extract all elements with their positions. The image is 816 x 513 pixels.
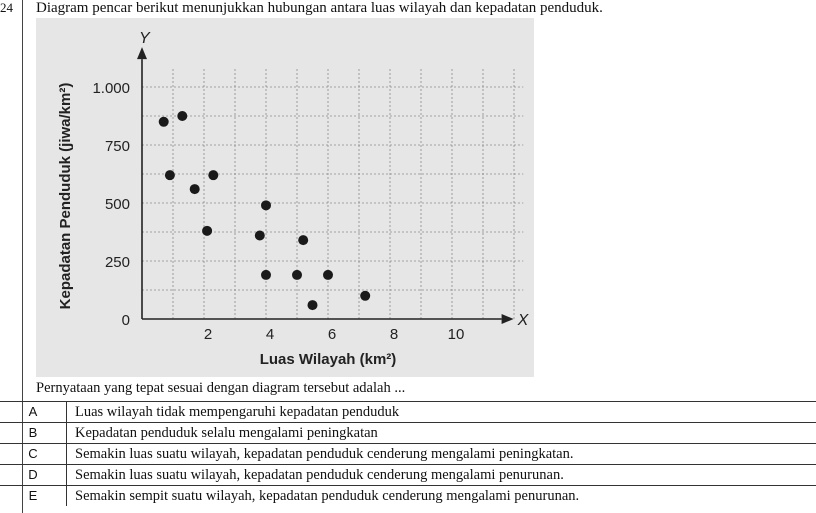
x-axis-arrow: [502, 314, 514, 324]
data-point: [208, 170, 218, 180]
option-text: Kepadatan penduduk selalu mengalami peningkatan: [67, 423, 816, 444]
option-row-c[interactable]: [0, 444, 816, 465]
data-point: [177, 111, 187, 121]
data-point: [323, 270, 333, 280]
option-row-a[interactable]: [0, 402, 816, 423]
data-point: [308, 300, 318, 310]
y-tick-label: 0: [121, 312, 130, 329]
option-letter: C: [0, 444, 67, 465]
option-letter: A: [0, 402, 67, 423]
x-axis-label: Luas Wilayah (km²): [259, 351, 397, 368]
x-tick-label: 10: [447, 326, 465, 343]
option-row-d[interactable]: [0, 465, 816, 486]
data-point: [255, 230, 265, 240]
y-axis-arrow: [137, 47, 147, 59]
x-axis-letter: X: [517, 312, 529, 329]
y-tick-label: 750: [104, 138, 130, 155]
question-number: 24: [0, 0, 13, 15]
option-letter: D: [0, 465, 67, 486]
x-tick-label: 4: [265, 326, 275, 343]
data-point: [159, 117, 169, 127]
option-text: Semakin sempit suatu wilayah, kepadatan penduduk cenderung mengalami penurunan.: [67, 486, 816, 507]
option-text: Semakin luas suatu wilayah, kepadatan penduduk cenderung mengalami penurunan.: [67, 465, 816, 486]
x-tick-labels: [204, 326, 465, 343]
option-row-e[interactable]: [0, 486, 816, 507]
data-point: [298, 235, 308, 245]
y-tick-label: 500: [104, 196, 130, 213]
option-letter: E: [0, 486, 67, 507]
option-text: Luas wilayah tidak mempengaruhi kepadatan penduduk: [67, 402, 816, 423]
data-point: [360, 291, 370, 301]
question-statement: Pernyataan yang tepat sesuai dengan diagram tersebut adalah ...: [36, 380, 406, 396]
answer-options-table: [0, 401, 816, 506]
data-point: [190, 184, 200, 194]
option-text: Semakin luas suatu wilayah, kepadatan penduduk cenderung mengalami peningkatan.: [67, 444, 816, 465]
data-point: [261, 200, 271, 210]
data-point: [292, 270, 302, 280]
y-tick-label: 1.000: [92, 80, 130, 97]
y-axis-label: Kepadatan Penduduk (jiwa/km²): [57, 82, 74, 310]
scatter-diagram-photo: [36, 18, 534, 377]
data-points: [159, 111, 371, 310]
y-axis-letter: Y: [139, 30, 150, 48]
data-point: [202, 226, 212, 236]
chart-grid: [142, 68, 523, 319]
question-text: Diagram pencar berikut menunjukkan hubungan antara luas wilayah dan kepadatan penduduk.: [36, 0, 603, 16]
data-point: [165, 170, 175, 180]
y-tick-label: 250: [104, 254, 130, 271]
data-point: [261, 270, 271, 280]
x-tick-label: 8: [389, 326, 399, 343]
option-row-b[interactable]: [0, 423, 816, 444]
option-letter: B: [0, 423, 67, 444]
x-tick-label: 2: [203, 326, 213, 343]
y-tick-labels: [92, 80, 130, 329]
x-tick-label: 6: [327, 326, 337, 343]
scatter-chart: [36, 18, 534, 377]
